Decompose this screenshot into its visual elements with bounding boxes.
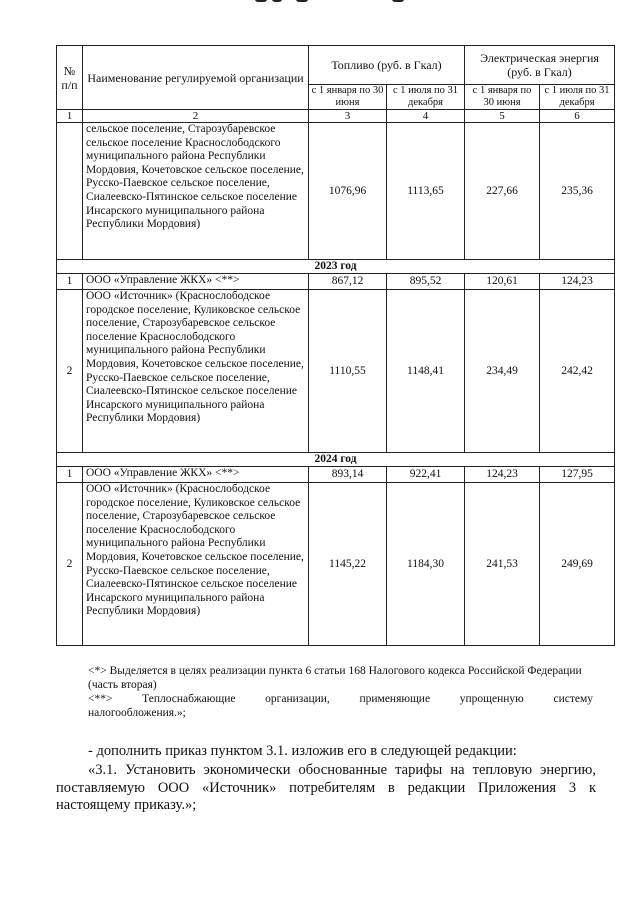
header-org-name: Наименование регулируемой организации bbox=[83, 46, 309, 110]
fuel-jul-value: 922,41 bbox=[387, 467, 465, 483]
elec-jan-value: 234,49 bbox=[465, 290, 540, 453]
fuel-jul-value: 1113,65 bbox=[387, 123, 465, 260]
col-index: 4 bbox=[387, 110, 465, 123]
footnote-2-line2: налогообложения.»; bbox=[88, 707, 186, 719]
fuel-jan-value: 893,14 bbox=[309, 467, 387, 483]
row-org-name: ООО «Управление ЖКХ» <**> bbox=[83, 467, 309, 483]
elec-jul-value: 235,36 bbox=[540, 123, 615, 260]
subheader-elec-jul: с 1 июля по 31 декабря bbox=[540, 85, 615, 110]
cropped-top-text bbox=[0, 0, 640, 12]
elec-jan-value: 227,66 bbox=[465, 123, 540, 260]
table-header-row bbox=[57, 46, 615, 85]
row-num bbox=[57, 123, 83, 260]
table-row bbox=[57, 290, 615, 453]
fuel-jan-value: 1076,96 bbox=[309, 123, 387, 260]
elec-jan-value: 241,53 bbox=[465, 483, 540, 646]
year-label: 2024 год bbox=[57, 453, 615, 467]
fuel-jul-value: 1148,41 bbox=[387, 290, 465, 453]
elec-jul-value: 242,42 bbox=[540, 290, 615, 453]
table-row bbox=[57, 274, 615, 290]
body-paragraph-1: - дополнить приказ пунктом 3.1. изложив его в следующей редакции: bbox=[88, 743, 517, 759]
row-org-name: ООО «Источник» (Краснослободское городское поселение, Куликовское сельское поселение, Старозубаревское сельское поселение Краснослободского муниципального района Республики Мордовия, Кочетовское сельское поселение, Русско-Паевское сельское поселение, Сиалеевско-Пятинское сельское поселение Инсарского муниципального района Республики Мордовия) bbox=[83, 483, 309, 646]
row-org-name: ООО «Источник» (Краснослободское городское поселение, Куликовское сельское поселение, Старозубаревское сельское поселение Краснослободского муниципального района Республики Мордовия, Кочетовское сельское поселение, Русско-Паевское сельское поселение, Сиалеевско-Пятинское сельское поселение Инсарского муниципального района Республики Мордовия) bbox=[83, 290, 309, 453]
body-paragraph-2: «3.1. Установить экономически обоснованные тарифы на тепловую энергию, поставляемую ООО «Источник» потребителям в редакции Приложения 3 к настоящему приказу.»; bbox=[56, 762, 596, 813]
col-index: 6 bbox=[540, 110, 615, 123]
elec-jan-value: 124,23 bbox=[465, 467, 540, 483]
footnote-1: <*> Выделяется в целях реализации пункта 6 статьи 168 Налогового кодекса Российской Федерации (часть вторая) bbox=[88, 665, 582, 691]
fuel-jul-value: 1184,30 bbox=[387, 483, 465, 646]
fuel-jan-value: 1110,55 bbox=[309, 290, 387, 453]
tariff-table bbox=[56, 45, 615, 646]
elec-jan-value: 120,61 bbox=[465, 274, 540, 290]
col-index: 1 bbox=[57, 110, 83, 123]
row-num: 2 bbox=[57, 483, 83, 646]
footnote-2-line1: <**> Теплоснабжающие организации, применяющие упрощенную систему bbox=[88, 693, 593, 705]
row-org-name: ООО «Управление ЖКХ» <**> bbox=[83, 274, 309, 290]
year-row bbox=[57, 260, 615, 274]
header-fuel: Топливо (руб. в Гкал) bbox=[309, 46, 465, 85]
subheader-fuel-jul: с 1 июля по 31 декабря bbox=[387, 85, 465, 110]
year-label: 2023 год bbox=[57, 260, 615, 274]
col-index: 2 bbox=[83, 110, 309, 123]
fuel-jan-value: 867,12 bbox=[309, 274, 387, 290]
elec-jul-value: 127,95 bbox=[540, 467, 615, 483]
table-row bbox=[57, 123, 615, 260]
row-num: 1 bbox=[57, 274, 83, 290]
col-index: 5 bbox=[465, 110, 540, 123]
header-num: № п/п bbox=[57, 46, 83, 110]
fuel-jan-value: 1145,22 bbox=[309, 483, 387, 646]
row-org-name: сельское поселение, Старозубаревское сельское поселение Краснослободского муниципального района Республики Мордовия, Кочетовское сельское поселение, Русско-Паевское сельское поселение, Сиалеевско-Пятинское сельское поселение Инсарского муниципального района Республики Мордовия) bbox=[83, 123, 309, 260]
year-row bbox=[57, 453, 615, 467]
table-row bbox=[57, 467, 615, 483]
subheader-elec-jan: с 1 января по 30 июня bbox=[465, 85, 540, 110]
column-index-row bbox=[57, 110, 615, 123]
row-num: 2 bbox=[57, 290, 83, 453]
col-index: 3 bbox=[309, 110, 387, 123]
table-row bbox=[57, 483, 615, 646]
elec-jul-value: 124,23 bbox=[540, 274, 615, 290]
header-electricity: Электрическая энергия (руб. в Гкал) bbox=[465, 46, 615, 85]
fuel-jul-value: 895,52 bbox=[387, 274, 465, 290]
elec-jul-value: 249,69 bbox=[540, 483, 615, 646]
row-num: 1 bbox=[57, 467, 83, 483]
subheader-fuel-jan: с 1 января по 30 июня bbox=[309, 85, 387, 110]
